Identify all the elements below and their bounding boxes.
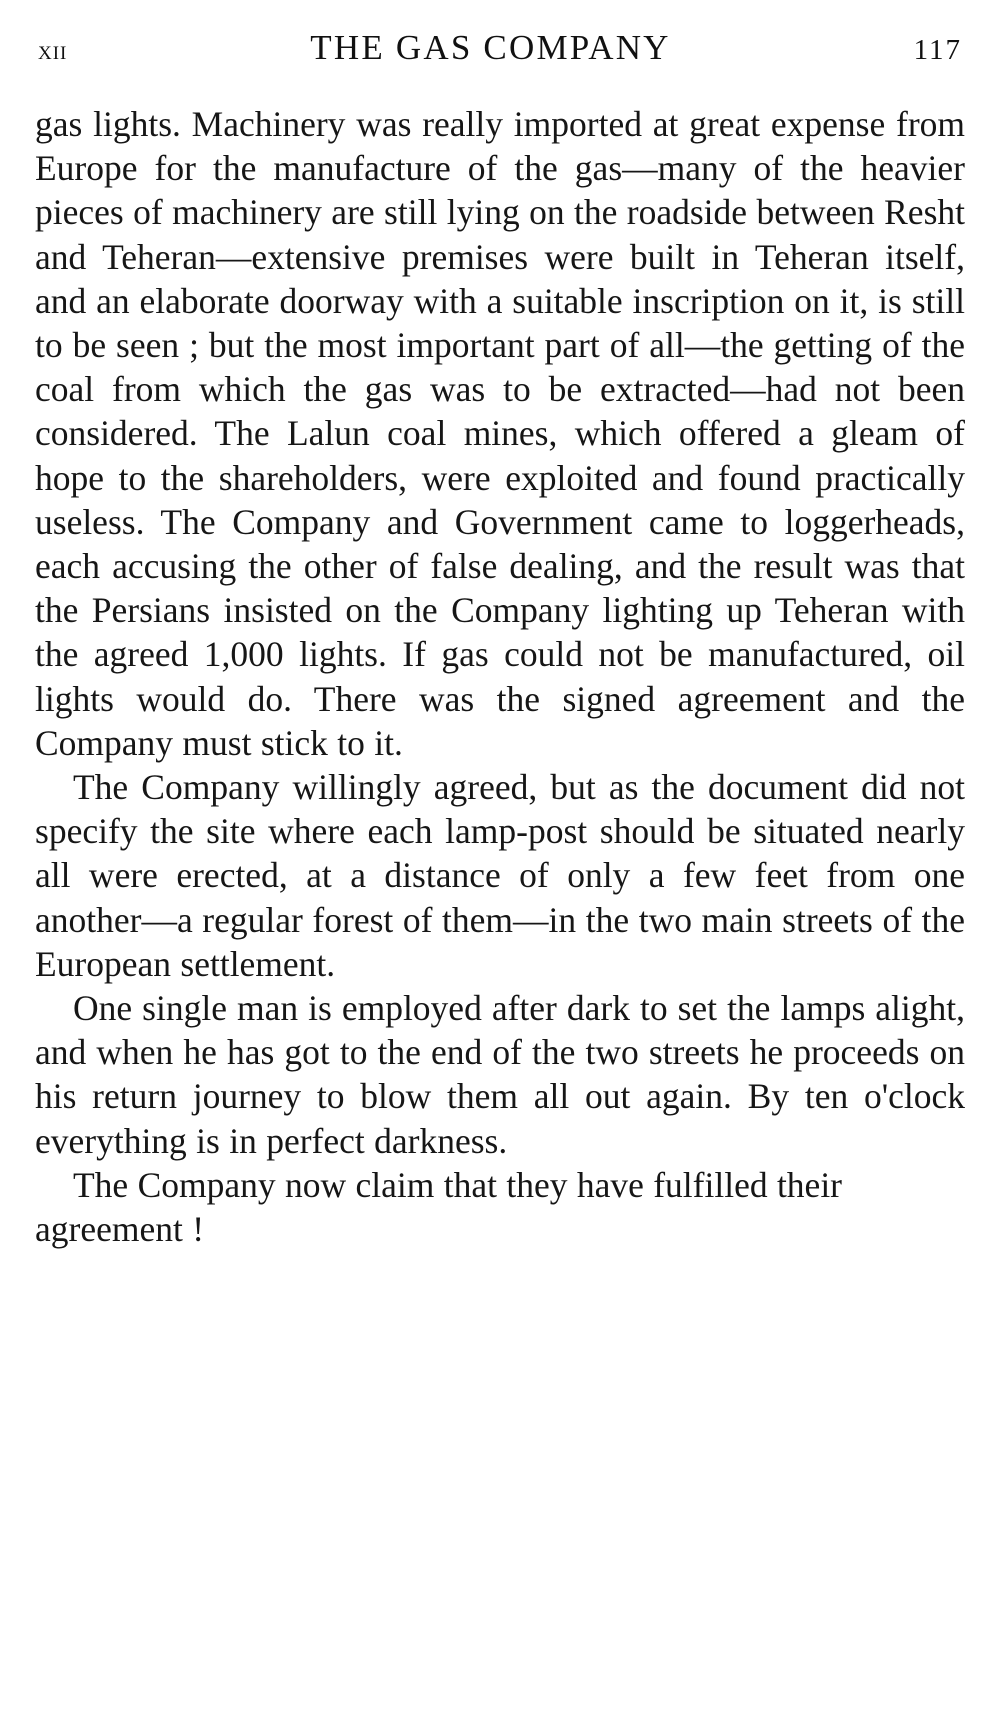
- page-number: 117: [913, 34, 962, 66]
- running-head: [30, 28, 970, 68]
- chapter-number: xii: [38, 35, 68, 65]
- paragraph: The Company now claim that they have fulfilled their agreement !: [35, 1164, 843, 1250]
- paragraph: One single man is employed after dark to set the lamps alight, and when he has got to the end of the two streets he proceeds on his return journey to blow them all out again. By ten o'clock everything is in perfect darkness.: [35, 988, 965, 1161]
- paragraph: The Company willingly agreed, but as the document did not specify the site where each lamp-post should be situated nearly all were erected, at a distance of only a few feet from one another—a regular forest of them—in the two main streets of the European settlement.: [35, 767, 965, 984]
- paragraph: gas lights. Machinery was really imported at great expense from Europe for the manufacture of the gas—many of the heavier pieces of machinery are still lying on the roadside between Resht and Teheran—extensive premises were built in Teheran itself, and an elaborate doorway with a suitable inscription on it, is still to be seen ; but the most important part of all—the getting of the coal from which the gas was to be extracted—had not been considered. The Lalun coal mines, which offered a gleam of hope to the shareholders, were exploited and found practically useless. The Company and Government came to loggerheads, each accusing the other of false dealing, and the result was that the Persians insisted on the Company lighting up Teheran with the agreed 1,000 lights. If gas could not be manufactured, oil lights would do. There was the signed agreement and the Company must stick to it.: [35, 104, 965, 763]
- page-title: THE GAS COMPANY: [310, 28, 671, 67]
- body-text: [30, 102, 970, 1251]
